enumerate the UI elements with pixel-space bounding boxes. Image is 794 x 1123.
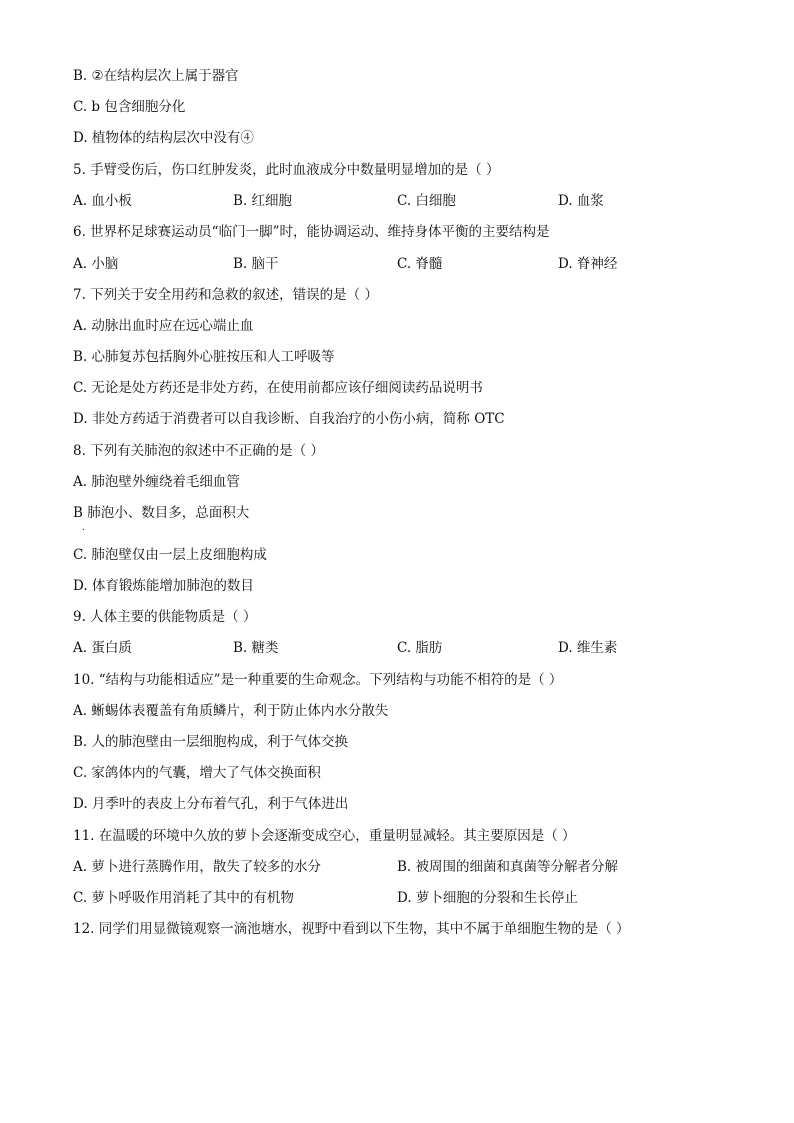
q7-option-a: A. 动脉出血时应在远心端止血 bbox=[73, 318, 254, 334]
q11-option-a: A. 萝卜进行蒸腾作用，散失了较多的水分 bbox=[73, 859, 321, 875]
q8-option-c: C. 肺泡壁仅由一层上皮细胞构成 bbox=[73, 547, 267, 563]
question-11-stem: 11. 在温暖的环境中久放的萝卜会逐渐变成空心，重量明显减轻。其主要原因是（ ） bbox=[73, 828, 576, 844]
q7-option-b: B. 心肺复苏包括胸外心脏按压和人工呼吸等 bbox=[73, 349, 335, 365]
question-10-stem: 10. “结构与功能相适应”是一种重要的生命观念。下列结构与功能不相符的是（ ） bbox=[73, 672, 563, 688]
q6-option-c: C. 脊髓 bbox=[397, 256, 443, 272]
question-6-stem: 6. 世界杯足球赛运动员“临门一脚”时，能协调运动、维持身体平衡的主要结构是 bbox=[73, 224, 550, 240]
q9-option-d: D. 维生素 bbox=[558, 640, 618, 656]
q11-option-b: B. 被周围的细菌和真菌等分解者分解 bbox=[397, 859, 619, 875]
q9-option-c: C. 脂肪 bbox=[397, 640, 443, 656]
q5-option-b: B. 红细胞 bbox=[233, 193, 293, 209]
q11-option-d: D. 萝卜细胞的分裂和生长停止 bbox=[397, 890, 578, 906]
q8-option-b: B 肺泡小、数目多，总面积大 bbox=[73, 505, 250, 521]
q11-option-c: C. 萝卜呼吸作用消耗了其中的有机物 bbox=[73, 890, 294, 906]
q10-option-d: D. 月季叶的表皮上分布着气孔，利于气体进出 bbox=[73, 796, 349, 812]
question-9-stem: 9. 人体主要的供能物质是（ ） bbox=[73, 609, 257, 625]
stray-dot: . bbox=[82, 523, 85, 533]
q8-option-d: D. 体育锻炼能增加肺泡的数目 bbox=[73, 578, 254, 594]
q4-option-c: C. b 包含细胞分化 bbox=[73, 99, 186, 115]
q6-option-d: D. 脊神经 bbox=[558, 256, 618, 272]
question-7-stem: 7. 下列关于安全用药和急救的叙述，错误的是（ ） bbox=[73, 287, 378, 303]
q7-option-d: D. 非处方药适于消费者可以自我诊断、自我治疗的小伤小病，简称 OTC bbox=[73, 411, 505, 427]
q8-option-a: A. 肺泡壁外缠绕着毛细血管 bbox=[73, 474, 240, 490]
q9-option-a: A. 蛋白质 bbox=[73, 640, 132, 656]
q6-option-b: B. 脑干 bbox=[233, 256, 279, 272]
q5-option-a: A. 血小板 bbox=[73, 193, 132, 209]
q7-option-c: C. 无论是处方药还是非处方药，在使用前都应该仔细阅读药品说明书 bbox=[73, 380, 483, 396]
q9-option-b: B. 糖类 bbox=[233, 640, 279, 656]
q6-option-a: A. 小脑 bbox=[73, 256, 119, 272]
question-8-stem: 8. 下列有关肺泡的叙述中不正确的是（ ） bbox=[73, 443, 324, 459]
q10-option-a: A. 蜥蜴体表覆盖有角质鳞片，利于防止体内水分散失 bbox=[73, 703, 389, 719]
q10-option-c: C. 家鸽体内的气囊，增大了气体交换面积 bbox=[73, 765, 321, 781]
question-5-stem: 5. 手臂受伤后，伤口红肿发炎，此时血液成分中数量明显增加的是（ ） bbox=[73, 162, 500, 178]
q5-option-d: D. 血浆 bbox=[558, 193, 604, 209]
q10-option-b: B. 人的肺泡壁由一层细胞构成，利于气体交换 bbox=[73, 734, 349, 750]
q5-option-c: C. 白细胞 bbox=[397, 193, 456, 209]
q4-option-d: D. 植物体的结构层次中没有④ bbox=[73, 130, 254, 146]
q4-option-b: B. ②在结构层次上属于器官 bbox=[73, 68, 239, 84]
question-12-stem: 12. 同学们用显微镜观察一滴池塘水，视野中看到以下生物，其中不属于单细胞生物的是（ ） bbox=[73, 921, 630, 937]
